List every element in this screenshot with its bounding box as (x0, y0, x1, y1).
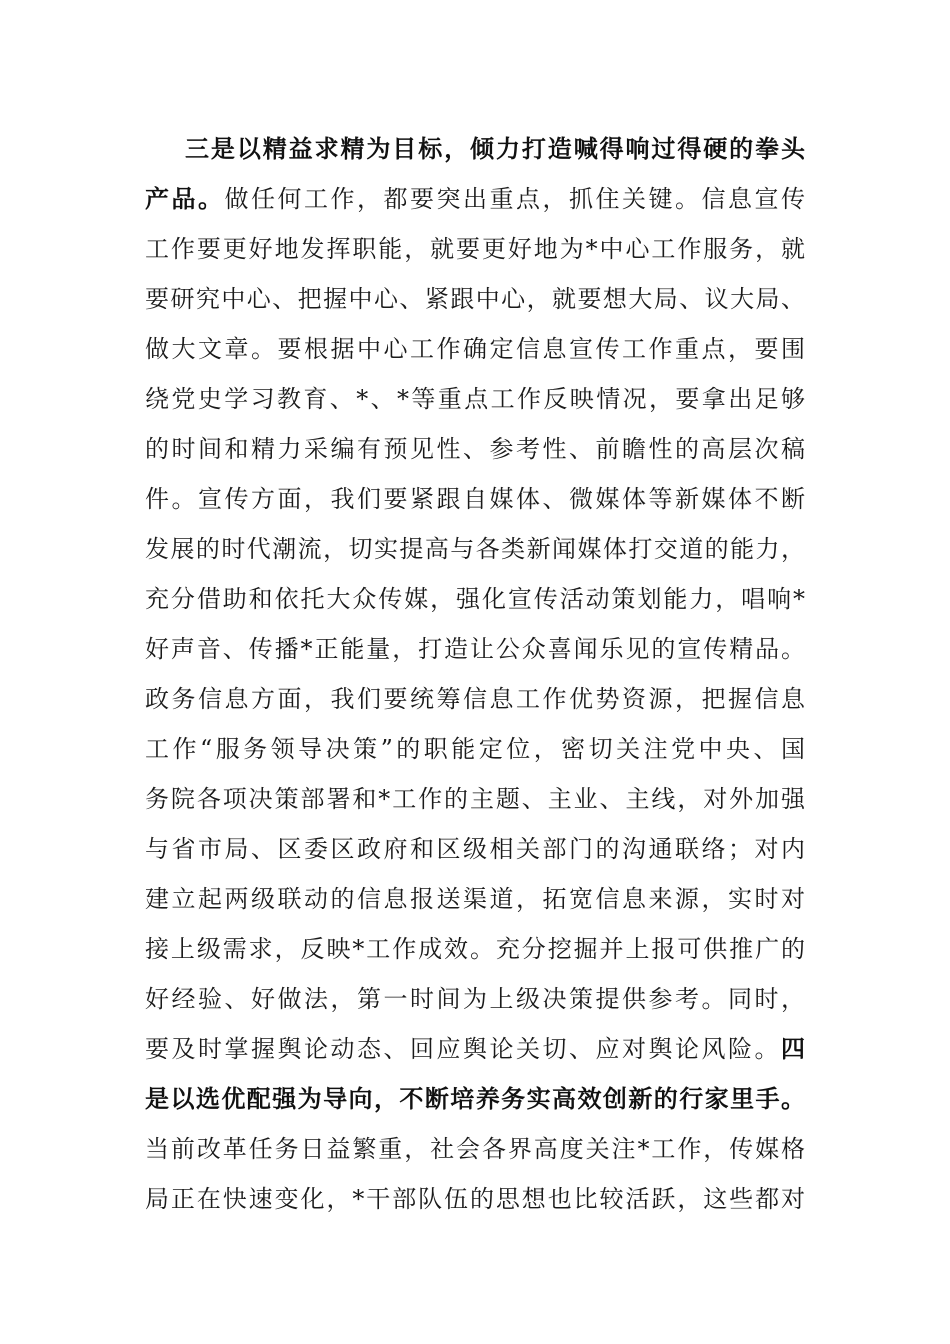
text-line (145, 424, 805, 474)
body-text: 绕党史学习教育、*、*等重点工作反映情况，要拿出足够 (145, 385, 805, 413)
body-text: 接上级需求，反映*工作成效。充分挖掘并上报可供推广的 (145, 935, 805, 963)
text-line (145, 1024, 805, 1074)
text-line (145, 374, 805, 424)
body-text: 政务信息方面，我们要统筹信息工作优势资源，把握信息 (145, 685, 805, 713)
text-line (145, 774, 805, 824)
text-line (145, 924, 805, 974)
body-text: 发展的时代潮流，切实提高与各类新闻媒体打交道的能力， (145, 535, 805, 563)
text-line (145, 174, 805, 224)
body-text: 要研究中心、把握中心、紧跟中心，就要想大局、议大局、 (145, 285, 805, 313)
text-line (145, 974, 805, 1024)
bold-heading-text: 三是以精益求精为目标，倾力打造喊得响过得硬的拳头 (185, 134, 805, 163)
body-text: 做大文章。要根据中心工作确定信息宣传工作重点，要围 (145, 335, 805, 363)
text-line (145, 574, 805, 624)
text-line (145, 624, 805, 674)
text-line (145, 124, 805, 174)
bold-heading-text: 四 (781, 1034, 805, 1063)
text-line (145, 524, 805, 574)
body-text: 做任何工作，都要突出重点，抓住关键。信息宣传 (224, 185, 805, 213)
bold-heading-text: 是以选优配强为导向，不断培养务实高效创新的行家里手。 (145, 1084, 805, 1113)
text-line (145, 274, 805, 324)
text-line (145, 324, 805, 374)
body-text: 充分借助和依托大众传媒，强化宣传活动策划能力，唱响* (145, 585, 805, 613)
text-line (145, 1074, 805, 1124)
body-text: 务院各项决策部署和*工作的主题、主业、主线，对外加强 (145, 785, 805, 813)
text-line (145, 674, 805, 724)
body-text: 件。宣传方面，我们要紧跟自媒体、微媒体等新媒体不断 (145, 485, 805, 513)
text-line (145, 874, 805, 924)
bold-heading-text: 产品。 (145, 184, 225, 213)
text-line (145, 1174, 805, 1224)
body-text: 要及时掌握舆论动态、回应舆论关切、应对舆论风险。 (145, 1035, 781, 1063)
body-text: 的时间和精力采编有预见性、参考性、前瞻性的高层次稿 (145, 435, 805, 463)
text-line (145, 224, 805, 274)
text-line (145, 1124, 805, 1174)
body-text: 局正在快速变化，*干部队伍的思想也比较活跃，这些都对 (145, 1185, 805, 1213)
body-text: 工作“服务领导决策”的职能定位，密切关注党中央、国 (145, 735, 805, 763)
text-line (145, 474, 805, 524)
body-text: 工作要更好地发挥职能，就要更好地为*中心工作服务，就 (145, 235, 805, 263)
body-text: 好声音、传播*正能量，打造让公众喜闻乐见的宣传精品。 (145, 635, 805, 663)
body-text: 建立起两级联动的信息报送渠道，拓宽信息来源，实时对 (145, 885, 805, 913)
text-line (145, 724, 805, 774)
text-line (145, 824, 805, 874)
body-text: 当前改革任务日益繁重，社会各界高度关注*工作，传媒格 (145, 1135, 805, 1163)
document-body (145, 124, 805, 1224)
body-text: 与省市局、区委区政府和区级相关部门的沟通联络；对内 (145, 835, 805, 863)
body-text: 好经验、好做法，第一时间为上级决策提供参考。同时， (145, 985, 805, 1013)
